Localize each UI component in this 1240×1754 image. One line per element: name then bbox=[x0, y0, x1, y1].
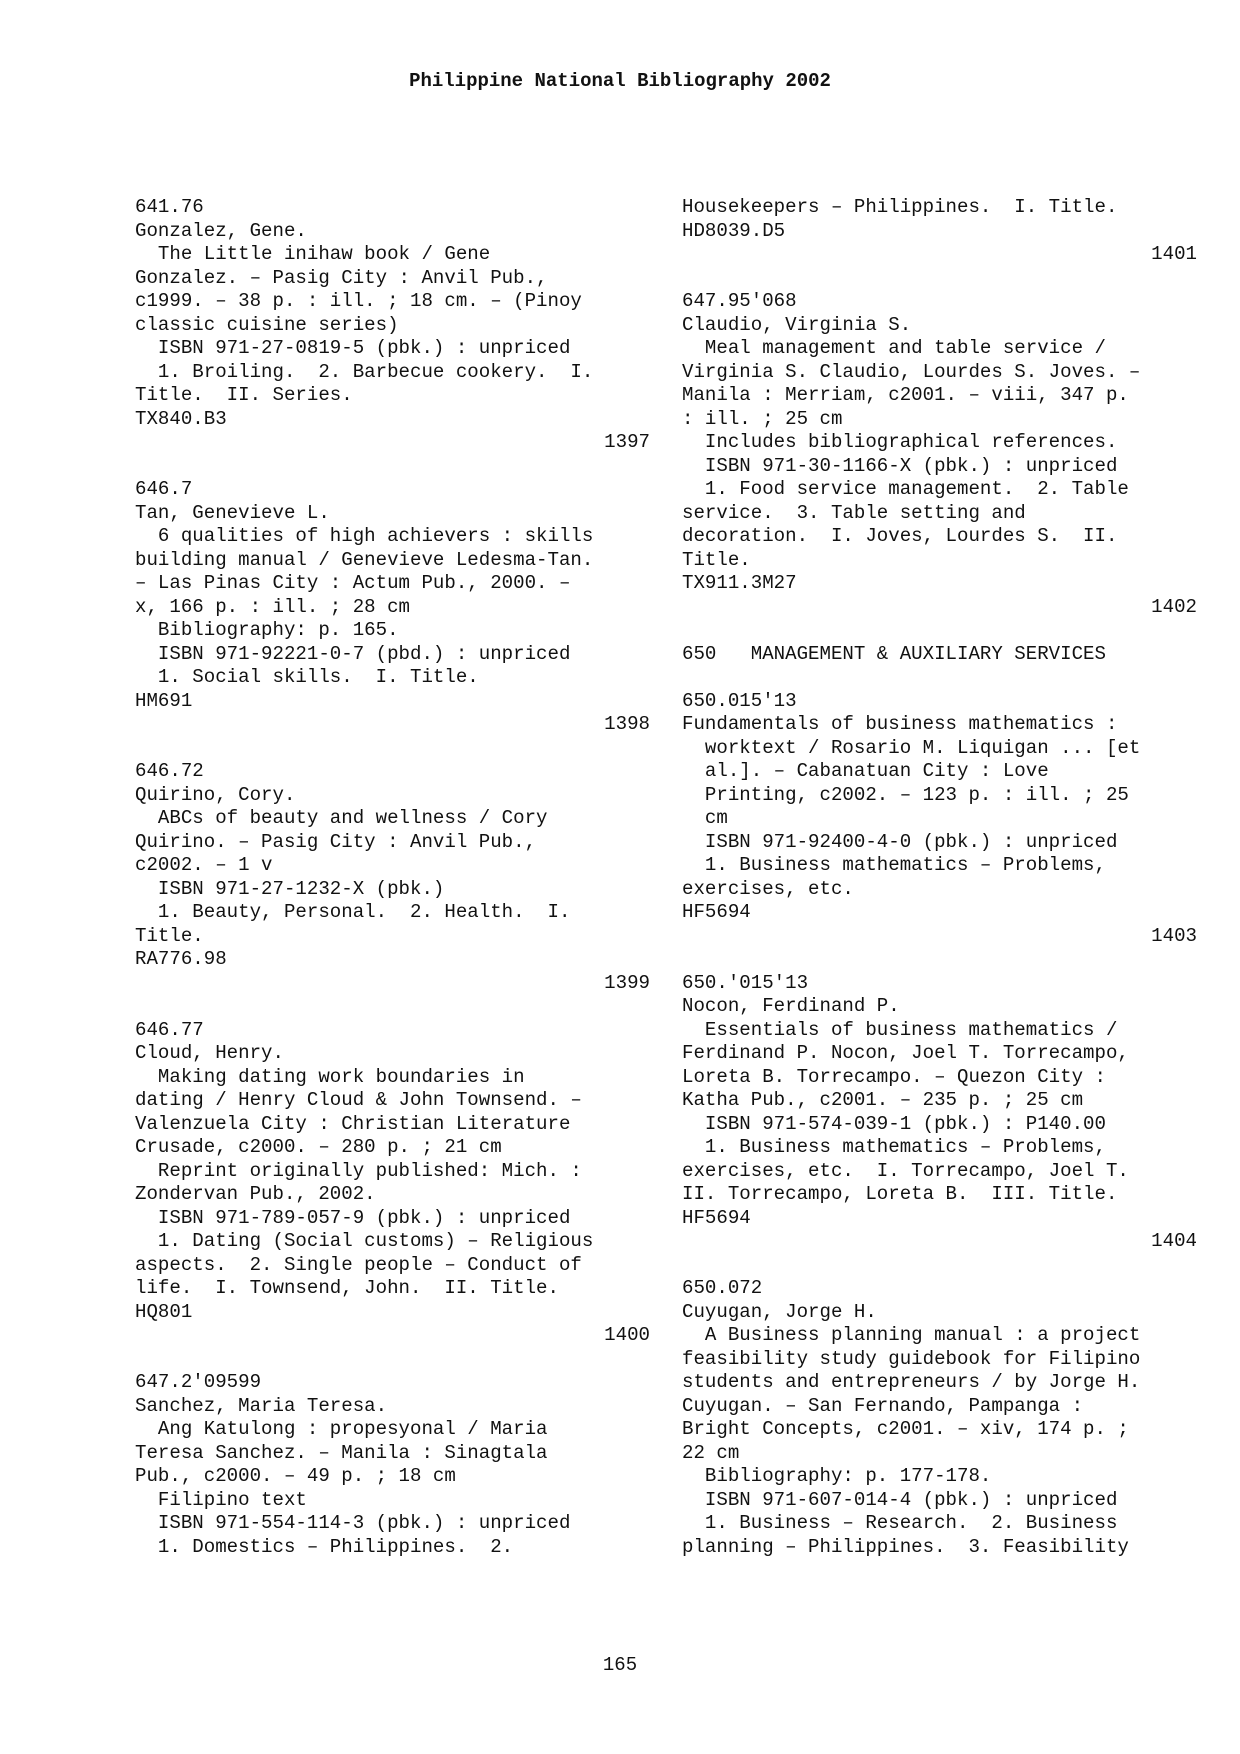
blank-line bbox=[682, 619, 1197, 643]
entry-line: 1. Broiling. 2. Barbecue cookery. I. bbox=[135, 360, 594, 383]
entry-number: 1402 bbox=[1151, 595, 1197, 618]
entry-line: Cuyugan, Jorge H. bbox=[682, 1300, 877, 1323]
entry-line: service. 3. Table setting and bbox=[682, 501, 1026, 524]
entry-line: 650.072 bbox=[682, 1277, 763, 1299]
entry-number: 1399 bbox=[604, 971, 650, 994]
entry-line: ISBN 971-574-039-1 (pbk.) : P140.00 bbox=[682, 1112, 1106, 1135]
blank-line bbox=[682, 948, 1197, 972]
entry-line: Crusade, c2000. – 280 p. ; 21 cm bbox=[135, 1136, 502, 1158]
entry-line: ISBN 971-92221-0-7 (pbd.) : unpriced bbox=[135, 642, 571, 665]
entry-line: Pub., c2000. – 49 p. ; 18 cm bbox=[135, 1465, 456, 1487]
entry-line: Virginia S. Claudio, Lourdes S. Joves. – bbox=[682, 360, 1141, 383]
entry-line: 646.7 bbox=[135, 478, 193, 500]
entry-line: students and entrepreneurs / by Jorge H. bbox=[682, 1371, 1141, 1393]
entry-line: 1. Business mathematics – Problems, bbox=[682, 854, 1106, 876]
entry-line: life. I. Townsend, John. II. Title. bbox=[135, 1277, 559, 1299]
entry-line: Includes bibliographical references. bbox=[682, 431, 1118, 453]
entry-line: classic cuisine series) bbox=[135, 313, 399, 336]
entry-line: HD8039.D5 bbox=[682, 219, 786, 242]
entry-line: worktext / Rosario M. Liquigan ... [et bbox=[682, 736, 1141, 759]
entry-line: exercises, etc. I. Torrecampo, Joel T. bbox=[682, 1159, 1129, 1182]
entry-line: 650.015'13 bbox=[682, 689, 797, 712]
entry-line: Quirino. – Pasig City : Anvil Pub., bbox=[135, 830, 537, 853]
entry-line: Printing, c2002. – 123 p. : ill. ; 25 bbox=[682, 783, 1129, 806]
right-column bbox=[682, 196, 1197, 1559]
entry-line: Title. bbox=[135, 924, 204, 947]
entry-line: dating / Henry Cloud & John Townsend. – bbox=[135, 1089, 582, 1111]
entry-line: 6 qualities of high achievers : skills bbox=[135, 525, 594, 547]
blank-line bbox=[135, 737, 650, 761]
entry-line: Title. bbox=[682, 548, 751, 571]
blank-line bbox=[135, 455, 650, 479]
entry-line: 646.77 bbox=[135, 1018, 204, 1041]
entry-line: ABCs of beauty and wellness / Cory bbox=[135, 807, 548, 829]
entry-line: 647.2'09599 bbox=[135, 1371, 262, 1393]
entry-line: Cuyugan. – San Fernando, Pampanga : bbox=[682, 1394, 1084, 1417]
entry-line: 650.'015'13 bbox=[682, 971, 809, 994]
entry-line: RA776.98 bbox=[135, 948, 227, 970]
entry-line: 22 cm bbox=[682, 1441, 740, 1464]
entry-line: Ferdinand P. Nocon, Joel T. Torrecampo, bbox=[682, 1042, 1129, 1064]
entry-line: ISBN 971-30-1166-X (pbk.) : unpriced bbox=[682, 454, 1118, 477]
entry-line: al.]. – Cabanatuan City : Love bbox=[682, 760, 1049, 782]
entry-line: c1999. – 38 p. : ill. ; 18 cm. – (Pinoy bbox=[135, 290, 582, 312]
entry-line: ISBN 971-27-1232-X (pbk.) bbox=[135, 877, 445, 900]
entry-line: 1. Business – Research. 2. Business bbox=[682, 1512, 1118, 1534]
entry-line: II. Torrecampo, Loreta B. III. Title. bbox=[682, 1183, 1118, 1205]
entry-line: 1. Beauty, Personal. 2. Health. I. bbox=[135, 901, 571, 923]
entry-line: Cloud, Henry. bbox=[135, 1042, 284, 1064]
entry-number: 1397 bbox=[604, 431, 650, 453]
entry-line: Claudio, Virginia S. bbox=[682, 313, 912, 336]
entry-line: 1. Food service management. 2. Table bbox=[682, 478, 1129, 500]
entry-line: Filipino text bbox=[135, 1488, 307, 1511]
entry-line: Housekeepers – Philippines. I. Title. bbox=[682, 196, 1118, 218]
blank-line bbox=[135, 1348, 650, 1372]
entry-number: 1404 bbox=[1151, 1230, 1197, 1252]
entry-line: HM691 bbox=[135, 689, 193, 712]
entry-line: 647.95'068 bbox=[682, 290, 797, 312]
entry-line: Bright Concepts, c2001. – xiv, 174 p. ; bbox=[682, 1418, 1129, 1440]
entry-line: TX840.B3 bbox=[135, 407, 227, 430]
entry-line: Gonzalez. – Pasig City : Anvil Pub., bbox=[135, 266, 548, 289]
entry-line: c2002. – 1 v bbox=[135, 854, 273, 876]
entry-line: Sanchez, Maria Teresa. bbox=[135, 1394, 388, 1417]
entry-number: 1398 bbox=[604, 713, 650, 735]
entry-line: 1. Social skills. I. Title. bbox=[135, 666, 479, 688]
entry-line: Title. II. Series. bbox=[135, 384, 353, 406]
blank-line bbox=[682, 666, 1197, 690]
entry-line: Making dating work boundaries in bbox=[135, 1065, 525, 1088]
entry-line: Bibliography: p. 165. bbox=[135, 619, 399, 641]
entry-number: 1400 bbox=[604, 1324, 650, 1346]
entry-line: building manual / Genevieve Ledesma-Tan. bbox=[135, 548, 594, 571]
entry-line: exercises, etc. bbox=[682, 877, 854, 900]
entry-line: HF5694 bbox=[682, 1206, 751, 1229]
entry-line: Loreta B. Torrecampo. – Quezon City : bbox=[682, 1065, 1106, 1088]
entry-line: Reprint originally published: Mich. : bbox=[135, 1159, 582, 1182]
entry-line: A Business planning manual : a project bbox=[682, 1324, 1141, 1346]
entry-line: cm bbox=[682, 807, 728, 829]
entry-line: 1. Domestics – Philippines. 2. bbox=[135, 1535, 514, 1558]
entry-line: 1. Dating (Social customs) – Religious bbox=[135, 1230, 594, 1252]
entry-line: Ang Katulong : propesyonal / Maria bbox=[135, 1418, 548, 1440]
entry-number: 1401 bbox=[1151, 243, 1197, 265]
entry-line: Teresa Sanchez. – Manila : Sinagtala bbox=[135, 1441, 548, 1464]
entry-line: feasibility study guidebook for Filipino bbox=[682, 1347, 1141, 1370]
entry-line: Gonzalez, Gene. bbox=[135, 219, 307, 242]
entry-line: Essentials of business mathematics / bbox=[682, 1018, 1118, 1041]
blank-line bbox=[682, 1254, 1197, 1278]
entry-line: 1. Business mathematics – Problems, bbox=[682, 1136, 1106, 1158]
entry-line: Valenzuela City : Christian Literature bbox=[135, 1112, 571, 1135]
entry-line: HQ801 bbox=[135, 1300, 193, 1323]
entry-line: decoration. I. Joves, Lourdes S. II. bbox=[682, 525, 1118, 547]
page-number: 165 bbox=[602, 1654, 638, 1676]
entry-line: ISBN 971-27-0819-5 (pbk.) : unpriced bbox=[135, 337, 571, 359]
page-header-title: Philippine National Bibliography 2002 bbox=[409, 70, 831, 92]
entry-line: Katha Pub., c2001. – 235 p. ; 25 cm bbox=[682, 1089, 1084, 1111]
entry-line: aspects. 2. Single people – Conduct of bbox=[135, 1253, 582, 1276]
entry-line: planning – Philippines. 3. Feasibility bbox=[682, 1535, 1129, 1558]
entry-line: HF5694 bbox=[682, 901, 751, 923]
entry-line: ISBN 971-92400-4-0 (pbk.) : unpriced bbox=[682, 830, 1118, 853]
entry-line: ISBN 971-607-014-4 (pbk.) : unpriced bbox=[682, 1488, 1118, 1511]
entry-line: ISBN 971-789-057-9 (pbk.) : unpriced bbox=[135, 1206, 571, 1229]
blank-line bbox=[682, 267, 1197, 291]
entry-line: Fundamentals of business mathematics : bbox=[682, 713, 1118, 735]
entry-line: Zondervan Pub., 2002. bbox=[135, 1183, 376, 1205]
entry-line: The Little inihaw book / Gene bbox=[135, 243, 491, 265]
entry-line: : ill. ; 25 cm bbox=[682, 407, 843, 430]
entry-number: 1403 bbox=[1151, 924, 1197, 947]
entry-line: Bibliography: p. 177-178. bbox=[682, 1465, 992, 1487]
entry-line: Manila : Merriam, c2001. – viii, 347 p. bbox=[682, 384, 1129, 406]
entry-line: Quirino, Cory. bbox=[135, 783, 296, 806]
entry-line: ISBN 971-554-114-3 (pbk.) : unpriced bbox=[135, 1512, 571, 1534]
entry-line: 650 MANAGEMENT & AUXILIARY SERVICES bbox=[682, 642, 1106, 665]
left-column bbox=[135, 196, 650, 1559]
entry-line: Tan, Genevieve L. bbox=[135, 501, 330, 524]
blank-line bbox=[135, 995, 650, 1019]
entry-line: x, 166 p. : ill. ; 28 cm bbox=[135, 595, 410, 618]
entry-line: Nocon, Ferdinand P. bbox=[682, 995, 900, 1017]
entry-line: TX911.3M27 bbox=[682, 572, 797, 594]
entry-line: – Las Pinas City : Actum Pub., 2000. – bbox=[135, 572, 571, 594]
entry-line: Meal management and table service / bbox=[682, 337, 1106, 359]
entry-line: 646.72 bbox=[135, 760, 204, 782]
entry-line: 641.76 bbox=[135, 196, 204, 218]
